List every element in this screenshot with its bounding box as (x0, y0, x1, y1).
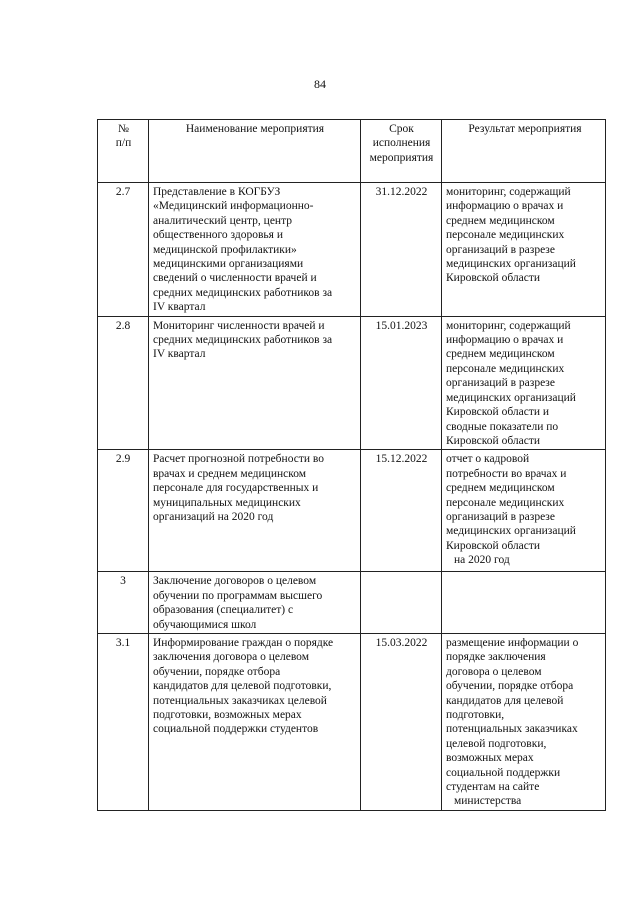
row-number: 2.9 (98, 450, 149, 572)
row-event-name: Представление в КОГБУЗ «Медицинский информационно- аналитический центр, центр общественного здоровья и медицинской профилактики» медицинскими организациями сведений о численности врачей и средних медицинских работников за IV квартал (149, 183, 361, 317)
table-row (98, 183, 606, 317)
row-deadline: 15.01.2023 (361, 316, 442, 450)
row-event-name: Расчет прогнозной потребности во врачах и среднем медицинском персонале для государственных и муниципальных медицинских организаций на 2020 год (149, 450, 361, 572)
row-deadline: 15.03.2022 (361, 633, 442, 810)
header-event-name: Наименование мероприятия (149, 120, 361, 183)
row-deadline (361, 572, 442, 634)
header-result: Результат мероприятия (442, 120, 606, 183)
row-number: 2.7 (98, 183, 149, 317)
row-result (442, 572, 606, 634)
header-number: № п/п (98, 120, 149, 183)
header-deadline: Срок исполнения мероприятия (361, 120, 442, 183)
row-deadline: 15.12.2022 (361, 450, 442, 572)
row-result: мониторинг, содержащий информацию о врачах и среднем медицинском персонале медицинских организаций в разрезе медицинских организаций Кировской области и сводные показатели по Кировской области (442, 316, 606, 450)
row-number: 2.8 (98, 316, 149, 450)
row-number: 3.1 (98, 633, 149, 810)
page-number: 84 (314, 77, 326, 91)
row-result: размещение информации о порядке заключения договора о целевом обучении, порядке отбора кандидатов для целевой подготовки, потенциальных заказчиках целевой подготовки, возможных мерах социальной поддержки студентам на сайте министерства (442, 633, 606, 810)
table-row (98, 572, 606, 634)
row-result: мониторинг, содержащий информацию о врачах и среднем медицинском персонале медицинских организаций в разрезе медицинских организаций Кировской области (442, 183, 606, 317)
table-header-row (98, 120, 606, 183)
table-row (98, 633, 606, 810)
row-event-name: Мониторинг численности врачей и средних медицинских работников за IV квартал (149, 316, 361, 450)
row-deadline: 31.12.2022 (361, 183, 442, 317)
row-event-name: Информирование граждан о порядке заключения договора о целевом обучении, порядке отбора кандидатов для целевой подготовки, потенциальных заказчиках целевой подготовки, возможных мерах социальной поддержки студентов (149, 633, 361, 810)
row-number: 3 (98, 572, 149, 634)
table-row (98, 450, 606, 572)
table-row (98, 316, 606, 450)
events-table (97, 119, 606, 811)
row-event-name: Заключение договоров о целевом обучении по программам высшего образования (специалитет) с обучающимися школ (149, 572, 361, 634)
row-result: отчет о кадровой потребности во врачах и среднем медицинском персонале медицинских организаций в разрезе медицинских организаций Кировской области на 2020 год (442, 450, 606, 572)
